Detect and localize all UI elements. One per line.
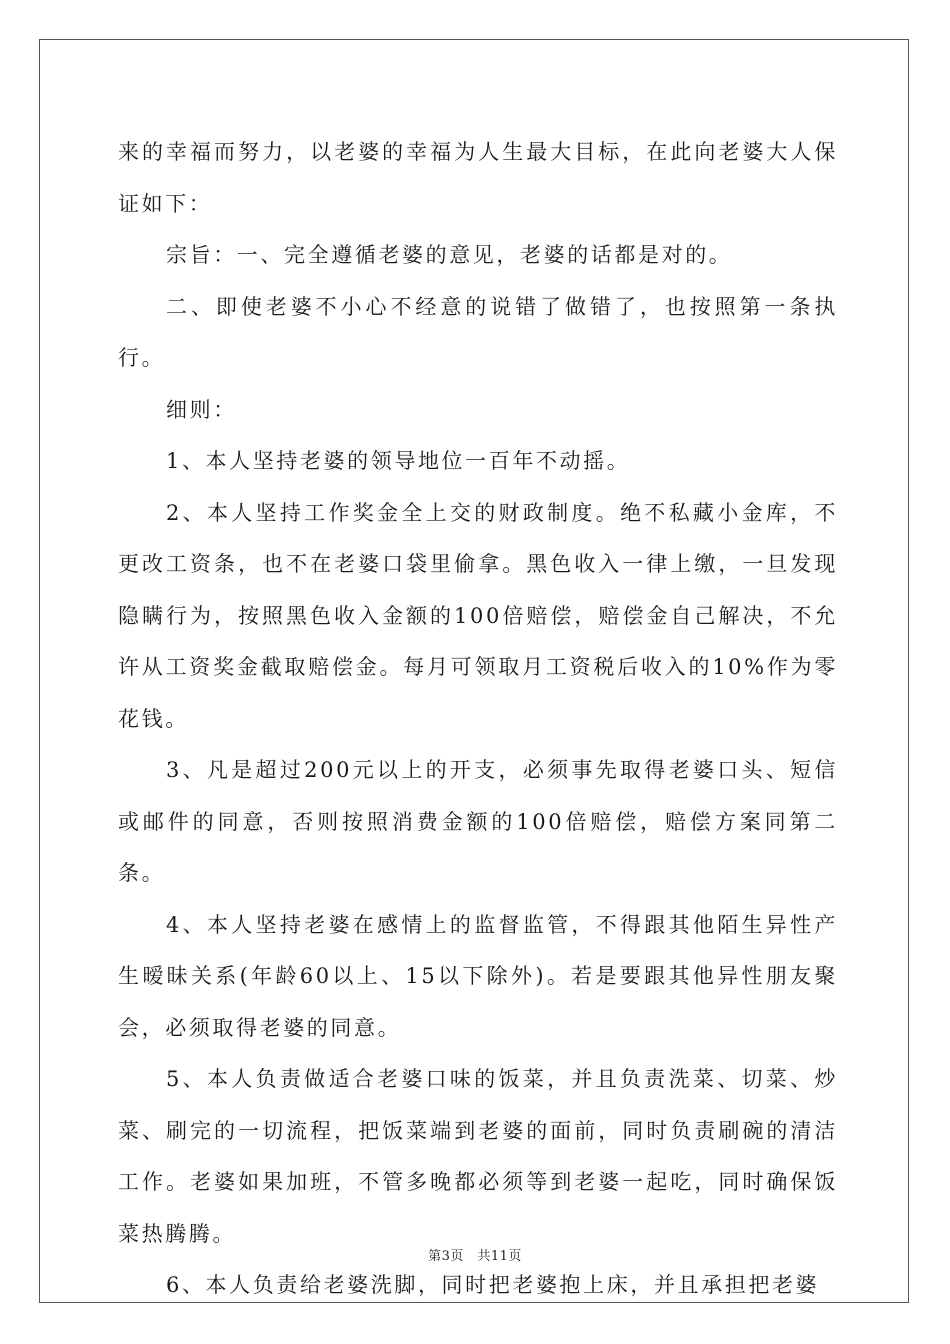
paragraph-rule-2: 2、本人坚持工作奖金全上交的财政制度。绝不私藏小金库，不更改工资条，也不在老婆口袋里偷拿。黑色收入一律上缴，一旦发现隐瞒行为，按照黑色收入金额的100倍赔偿，赔偿金自己解决，不允许从工资奖金截取赔偿金。每月可领取月工资税后收入的10%作为零花钱。 bbox=[118, 500, 838, 731]
paragraph-continuation: 来的幸福而努力，以老婆的幸福为人生最大目标，在此向老婆大人保证如下： bbox=[118, 140, 838, 216]
paragraph-rules-heading: 细则： bbox=[166, 397, 237, 422]
paragraph-rule-1: 1、本人坚持老婆的领导地位一百年不动摇。 bbox=[166, 449, 631, 473]
paragraph-rule-3: 3、凡是超过200元以上的开支，必须事先取得老婆口头、短信或邮件的同意，否则按照消费金额的100倍赔偿，赔偿方案同第二条。 bbox=[118, 758, 838, 885]
paragraph-rule-6: 6、本人负责给老婆洗脚，同时把老婆抱上床，并且承担把老婆 bbox=[166, 1273, 820, 1297]
paragraph-rule-5: 5、本人负责做适合老婆口味的饭菜，并且负责洗菜、切菜、炒菜、刷完的一切流程，把饭菜端到老婆的面前，同时负责刷碗的清洁工作。老婆如果加班，不管多晚都必须等到老婆一起吃，同时确保饭菜热腾腾。 bbox=[118, 1067, 838, 1246]
page-footer: 第3页 共11页 bbox=[428, 1249, 522, 1264]
paragraph-rule-4: 4、本人坚持老婆在感情上的监督监管，不得跟其他陌生异性产生暧昧关系(年龄60以上、15以下除外)。若是要跟其他异性朋友聚会，必须取得老婆的同意。 bbox=[118, 912, 838, 1040]
document-body bbox=[118, 127, 838, 1312]
paragraph-purpose-1: 宗旨：一、完全遵循老婆的意见，老婆的话都是对的。 bbox=[166, 243, 733, 267]
paragraph-purpose-2: 二、即使老婆不小心不经意的说错了做错了，也按照第一条执行。 bbox=[118, 294, 838, 370]
